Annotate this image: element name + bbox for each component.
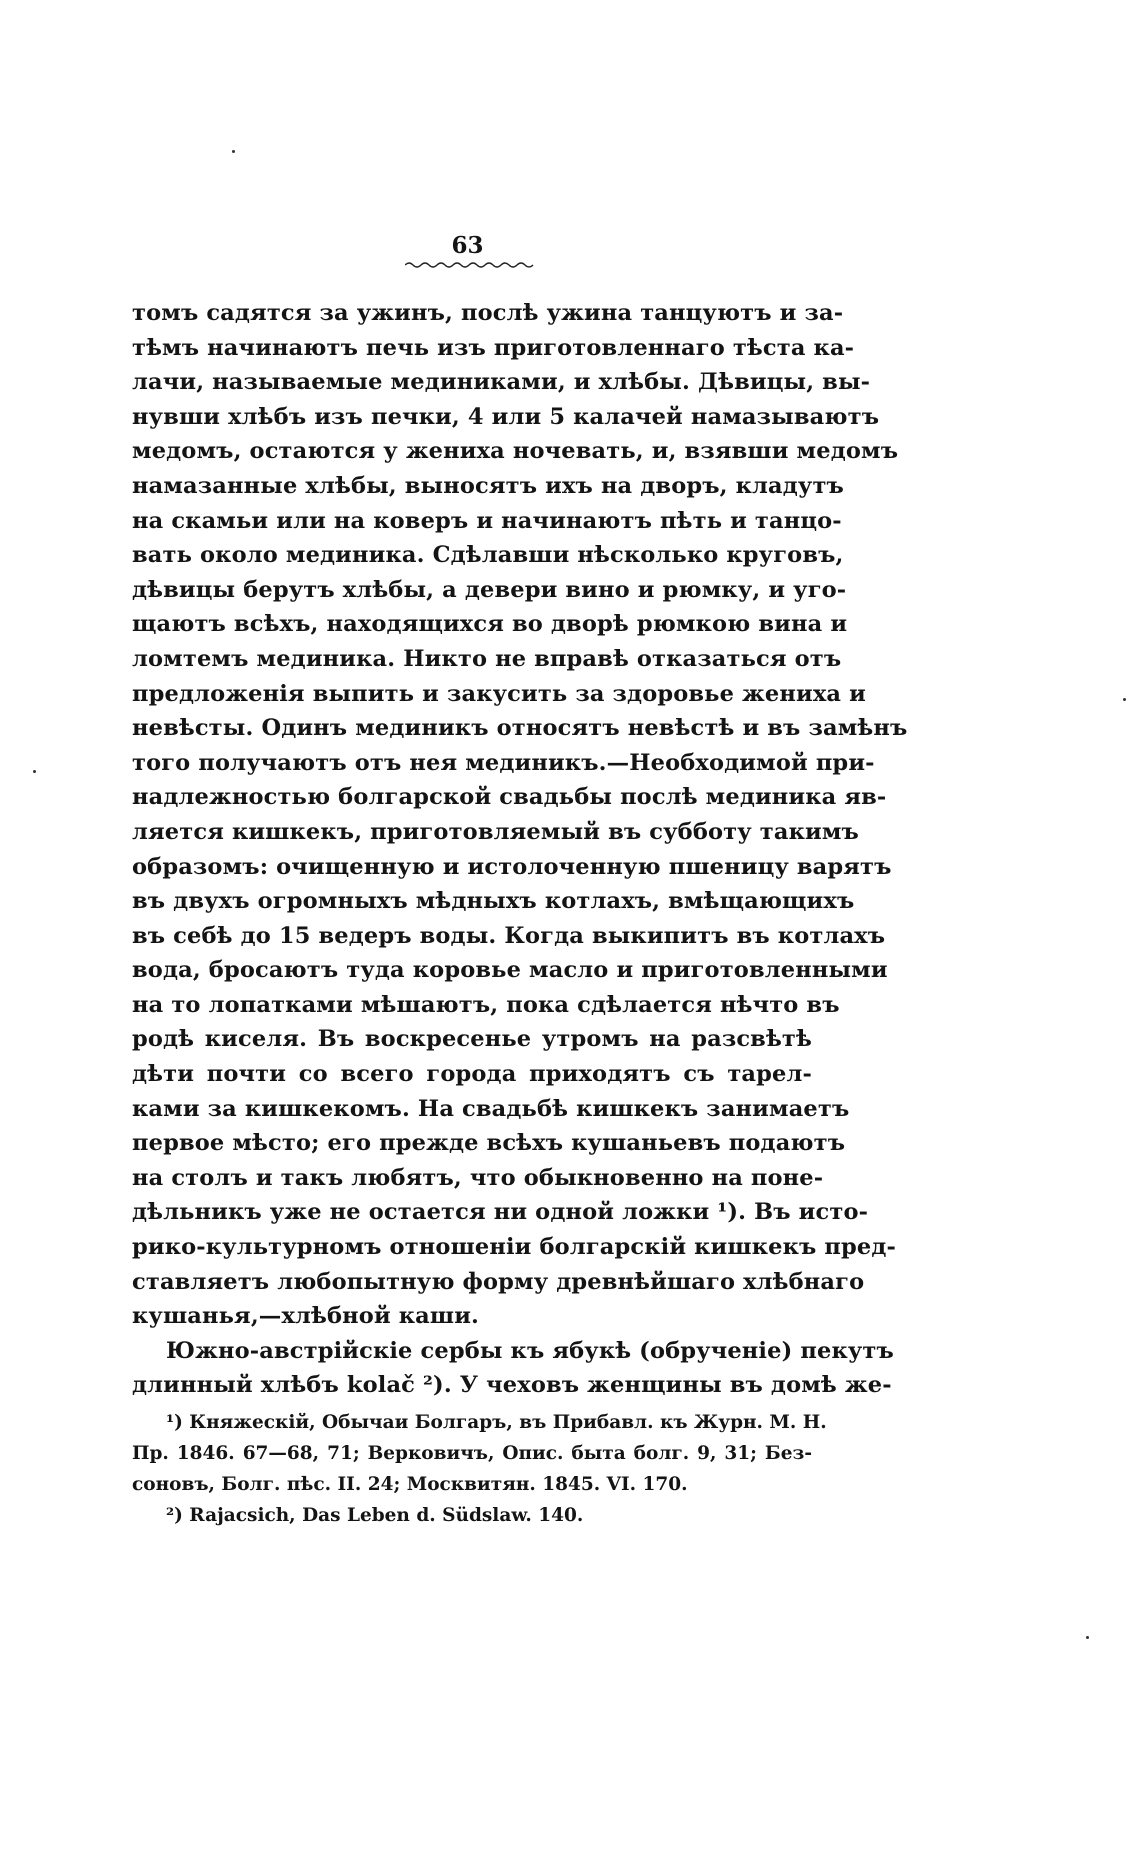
footnote-line: ²) Rajacsich, Das Leben d. Südslaw. 140. [166,1505,584,1526]
text-line: ставляетъ любопытную форму древнѣйшаго хлѣбнаго [132,1268,865,1295]
text-line: въ двухъ огромныхъ мѣдныхъ котлахъ, вмѣщающихъ [132,888,855,915]
text-line: вода, бросаютъ туда коровье масло и приготовленными [132,957,888,984]
text-line: на то лопатками мѣшаютъ, пока сдѣлается нѣчто въ [132,991,840,1018]
text-line: на скамьи или на коверъ и начинаютъ пѣть и танцо- [132,507,842,534]
text-line: дѣльникъ уже не остается ни одной ложки ¹). Въ исто- [132,1199,869,1226]
text-line: того получаютъ отъ нея мединикъ.—Необходимой при- [132,749,875,776]
text-line: томъ садятся за ужинъ, послѣ ужина танцуютъ и за- [132,300,844,326]
text-line: ляется кишкекъ, приготовляемый въ субботу такимъ [132,818,859,845]
text-line: дѣти почти со всего города приходятъ съ тарел- [132,1061,812,1088]
text-line: медомъ, остаются у жениха ночевать, и, взявши медомъ [132,438,899,465]
text-line: первое мѣсто; его прежде всѣхъ кушаньевъ подаютъ [132,1130,846,1157]
footnote-line: ¹) Княжескій, Обычаи Болгаръ, въ Прибавл. къ Журн. М. Н. [166,1412,827,1433]
text-line: дѣвицы берутъ хлѣбы, а девери вино и рюмку, и уго- [132,576,847,603]
main-text [132,296,908,1403]
scan-speck [1123,698,1126,701]
scan-speck [33,770,36,773]
text-line: ками за кишкекомъ. На свадьбѣ кишкекъ занимаетъ [132,1095,850,1122]
text-line: вать около мединика. Сдѣлавши нѣсколько круговъ, [132,542,844,569]
text-line: предложенія выпить и закусить за здоровье жениха и [132,680,866,707]
text-line: намазанные хлѣбы, выносятъ ихъ на дворъ, кладутъ [132,472,844,499]
text-line: Южно-австрійскіе сербы къ ябукѣ (обрученіе) пекутъ [166,1337,894,1364]
footnote-line: Пр. 1846. 67—68, 71; Верковичъ, Опис. быта болг. 9, 31; Без- [132,1443,812,1464]
text-line: образомъ: очищенную и истолоченную пшеницу варятъ [132,853,892,880]
text-line: на столъ и такъ любятъ, что обыкновенно на поне- [132,1164,824,1191]
text-line: въ себѣ до 15 ведеръ воды. Когда выкипитъ въ котлахъ [132,922,886,949]
text-line: лачи, называемые мединиками, и хлѣбы. Дѣвицы, вы- [132,369,871,396]
text-line: рико-культурномъ отношеніи болгарскій кишкекъ пред- [132,1234,896,1261]
page-number: 63 [451,232,484,259]
text-line: надлежностью болгарской свадьбы послѣ мединика яв- [132,784,887,811]
text-line: родѣ киселя. Въ воскресенье утромъ на разсвѣтѣ [132,1026,812,1053]
scan-speck [232,150,235,153]
text-line: длинный хлѣбъ kolač ²). У чеховъ женщины въ домѣ же- [132,1372,892,1399]
footnotes [132,1407,827,1531]
text-line: невѣсты. Одинъ мединикъ относятъ невѣстѣ и въ замѣнъ [132,715,908,742]
text-line: тѣмъ начинаютъ печь изъ приготовленнаго тѣста ка- [132,334,855,361]
text-line: кушанья,—хлѣбной каши. [132,1303,480,1330]
text-line: щаютъ всѣхъ, находящихся во дворѣ рюмкою вина и [132,611,848,638]
scan-speck [1086,1636,1089,1639]
text-line: ломтемъ мединика. Никто не вправѣ отказаться отъ [132,645,842,672]
footnote-line: соновъ, Болг. пѣс. II. 24; Москвитян. 1845. VI. 170. [132,1474,688,1495]
page-number-ornament [405,260,535,270]
text-line: нувши хлѣбъ изъ печки, 4 или 5 калачей намазываютъ [132,403,880,430]
